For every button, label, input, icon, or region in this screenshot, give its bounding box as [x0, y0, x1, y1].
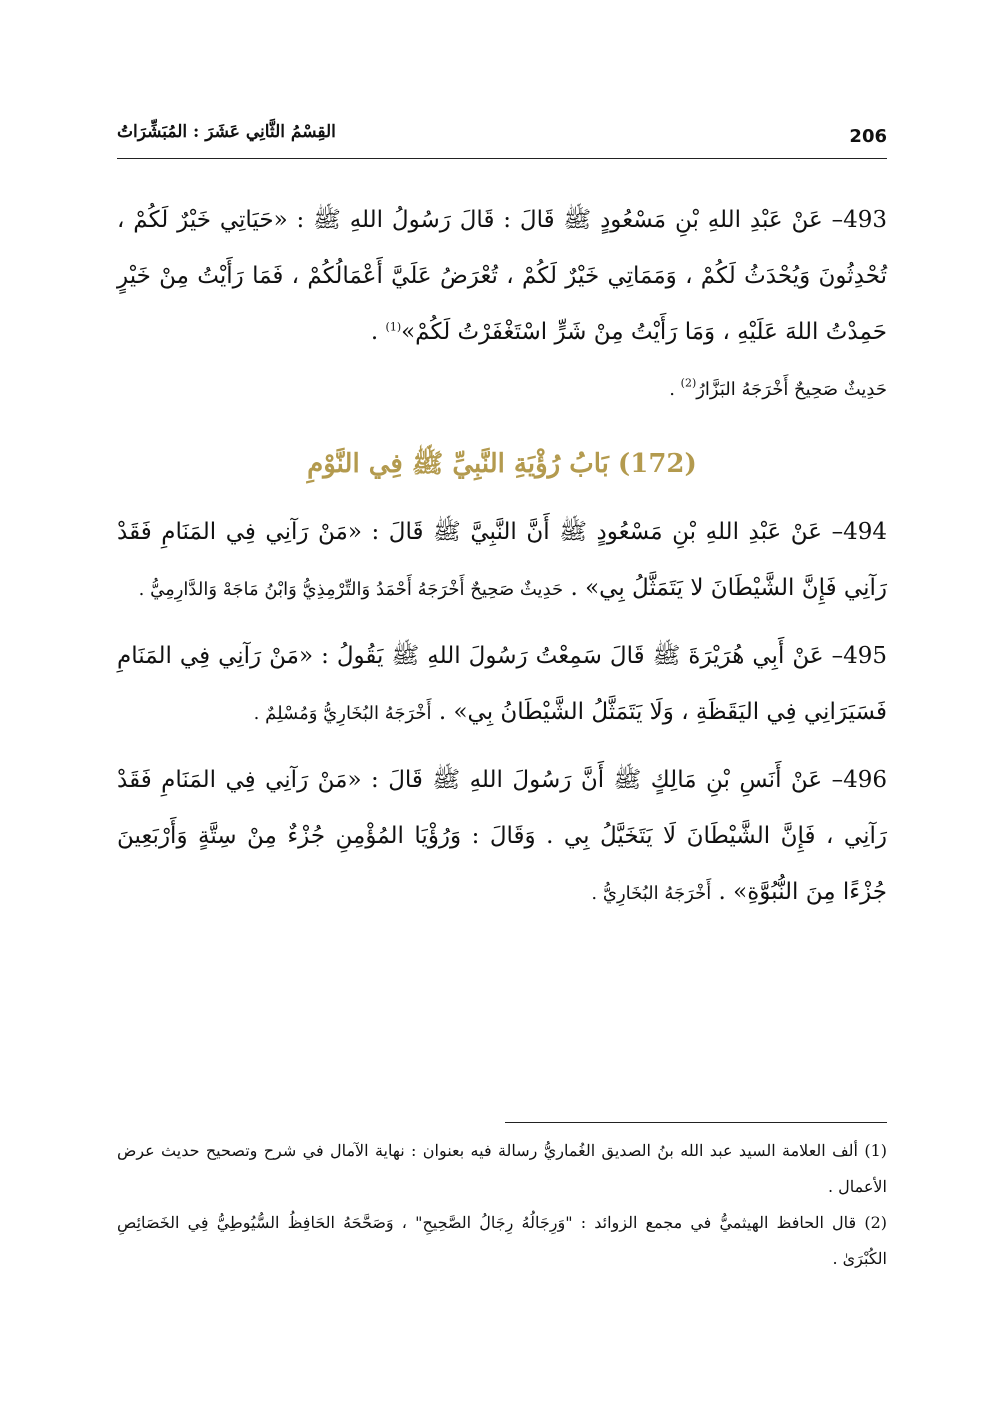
footnote-1: (1) ألف العلامة السيد عبد الله بنُ الصديق الغُماريُّ رسالة فيه بعنوان : نهاية الآمال في شرح وتصحيح حديث عرض الأعمال . — [117, 1141, 888, 1196]
hadith-text: 493– عَنْ عَبْدِ اللهِ بْنِ مَسْعُودٍ ﷺ قَالَ : قَالَ رَسُولُ اللهِ ﷺ : «حَيَاتِي خَيْرٌ لَكُمْ ، تُحْدِثُونَ وَيُحْدَثُ لَكُمْ ، وَمَمَاتِي خَيْرٌ لَكُمْ ، تُعْرَضُ عَلَيَّ أَعْمَالُكُمْ ، فَمَا رَأَيْتُ مِنْ خَيْرٍ حَمِدْتُ اللهَ عَلَيْهِ ، وَمَا رَأَيْتُ مِنْ شَرٍّ اسْتَغْفَرْتُ لَكُمْ» — [117, 207, 887, 345]
hadith-grading: حَدِيثٌ صَحِيحٌ أَخْرَجَهُ أَحْمَدُ وَالتِّرْمِذِيُّ وَابْنُ مَاجَهْ وَالدَّارِمِيُّ . — [138, 579, 564, 600]
hadith-496 — [117, 752, 887, 922]
running-title: القِسْمُ الثَّانِي عَشَرَ : المُبَشِّرَاتُ — [117, 122, 336, 142]
footnote-divider — [505, 1122, 887, 1123]
hadith-grading: حَدِيثٌ صَحِيحٌ أَخْرَجَهُ البَزَّارُ — [696, 379, 887, 400]
hadith-494 — [117, 504, 887, 618]
page-header — [117, 122, 887, 159]
punctuation: . — [669, 379, 681, 400]
hadith-grading: أَخْرَجَهُ البُخَارِيُّ وَمُسْلِمٌ . — [253, 703, 432, 724]
hadith-495 — [117, 628, 887, 742]
hadith-493 — [117, 192, 887, 418]
hadith-text: 496– عَنْ أَنَسِ بْنِ مَالِكٍ ﷺ أَنَّ رَسُولَ اللهِ ﷺ قَالَ : «مَنْ رَآنِي فِي المَنَامِ فَقَدْ رَآنِي ، فَإِنَّ الشَّيْطَانَ لَا يَتَخَيَّلُ بِي . وَقَالَ : وَرُؤْيَا المُؤْمِنِ جُزْءٌ مِنْ سِتَّةٍ وَأَرْبَعِينَ جُزْءًا مِنَ النُّبُوَّةِ» . — [117, 767, 887, 905]
page-body — [117, 192, 887, 922]
hadith-text: 494– عَنْ عَبْدِ اللهِ بْنِ مَسْعُودٍ ﷺ أَنَّ النَّبِيَّ ﷺ قَالَ : «مَنْ رَآنِي فِي المَنَامِ فَقَدْ رَآنِي فَإِنَّ الشَّيْطَانَ لا يَتَمَثَّلُ بِي» . — [117, 519, 887, 601]
chapter-title: (172) بَابُ رُؤْيَةِ النَّبِيِّ ﷺ فِي النَّوْمِ — [307, 449, 697, 479]
footnote-ref[interactable]: (1) — [385, 320, 402, 334]
footnotes — [117, 1133, 887, 1277]
hadith-grading: أَخْرَجَهُ البُخَارِيُّ . — [591, 883, 712, 904]
hadith-text: 495– عَنْ أَبِي هُرَيْرَةَ ﷺ قَالَ سَمِعْتُ رَسُولَ اللهِ ﷺ يَقُولُ : «مَنْ رَآنِي فِي المَنَامِ فَسَيَرَانِي فِي اليَقَظَةِ ، وَلَا يَتَمَثَّلُ الشَّيْطَانُ بِي» . — [117, 643, 887, 725]
punctuation: . — [370, 319, 386, 345]
footnote-ref[interactable]: (2) — [680, 376, 697, 390]
page-number: 206 — [849, 126, 887, 147]
footnote-2: (2) قال الحافظ الهيثميُّ في مجمع الزوائد : "وَرِجَالُهُ رِجَالُ الصَّحِيحِ" ، وَصَحَّحَهُ الحَافِظُ السُّيُوطِيُّ فِي الخَصَائِصِ الكُبْرَىٰ . — [117, 1213, 887, 1268]
